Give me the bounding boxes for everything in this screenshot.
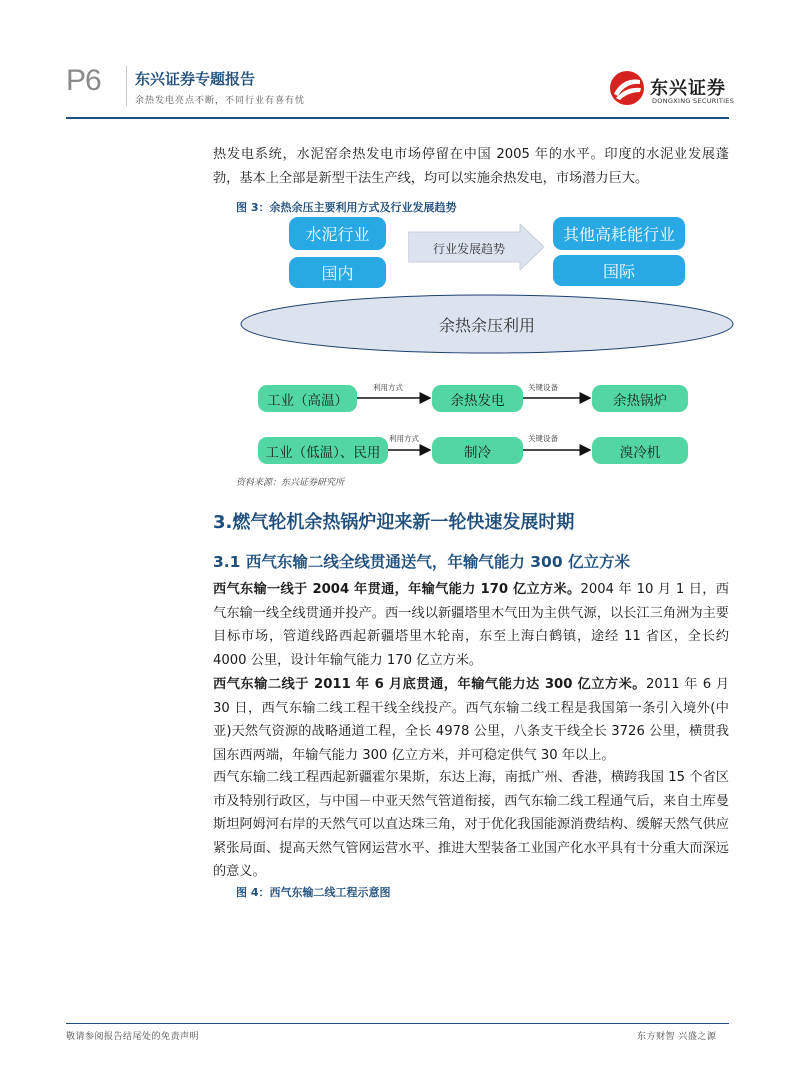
page-number: P6 [66,64,101,97]
paragraph-1-lead: 西气东输一线于 2004 年贯通，年输气能力 170 亿立方米。 [213,582,581,597]
paragraph-3 [213,766,729,884]
arrow-label-equipment-1: 关键设备 [528,383,558,392]
section-heading: 3.燃气轮机余热锅炉迎来新一轮快速发展时期 [213,512,575,533]
subsection-heading: 3.1 西气东输二线全线贯通送气，年输气能力 300 亿立方米 [213,553,631,571]
footer-slogan: 东方财智 兴盛之源 [637,1032,717,1042]
arrow-label-usage-1: 利用方式 [373,383,403,392]
paragraph-1 [213,578,729,672]
header-rule [66,117,729,119]
logo-text: 东兴证券 [650,78,726,99]
report-subtitle: 余热发电亮点不断，不同行业有喜有忧 [135,96,306,106]
domestic-box: 国内 [289,257,386,288]
arrow-label-equipment-2: 关键设备 [528,434,558,443]
paragraph-2-text: 2011 年 6 月 30 日，西气东输二线工程干线全线投产。西气东输二线工程是我国第一条引入境外(中亚)天然气资源的战略通道工程，全长 4978 公里，八条支干线全长 3726 公里，横贯我国东西两端，年输气能力 300 亿立方米，并可稳定供气 30 年以上。 [213,677,730,763]
cement-industry-box: 水泥行业 [289,217,386,250]
paragraph-2-lead: 西气东输二线于 2011 年 6 月底贯通，年输气能力达 300 亿立方米。 [213,677,647,692]
refrigeration-box: 制冷 [432,437,523,464]
arrow-label-usage-2: 利用方式 [389,434,419,443]
lithium-bromide-chiller-box: 溴冷机 [592,437,688,464]
figure3-source: 资料来源：东兴证券研究所 [236,478,345,488]
logo-english-text: DONGXING SECURITIES [652,97,735,105]
intro-paragraph: 热发电系统，水泥窑余热发电市场停留在中国 2005 年的水平。印度的水泥业发展蓬勃，基本上全部是新型干法生产线，均可以实施余热发电，市场潜力巨大。 [213,147,729,186]
paragraph-1-text: 2004 年 10 月 1 日，西气东输一线全线贯通并投产。西一线以新疆塔里木气田为主供气源，以长江三角洲为主要目标市场，管道线路西起新疆塔里木轮南，东至上海白鹤镇，途经 11 省区，全长约 4000 公里，设计年输气能力 170 亿立方米。 [213,582,729,668]
international-box: 国际 [553,255,685,286]
report-title: 东兴证券专题报告 [135,70,256,88]
paragraph-3-text: 西气东输二线工程西起新疆霍尔果斯，东达上海，南抵广州、香港，横跨我国 15 个省区市及特别行政区，与中国－中亚天然气管道衔接，西气东输二线工程通气后，来自土库曼斯坦阿姆河右岸的天然气可以直达珠三角，对于优化我国能源消费结构、缓解天然气供应紧张局面、提高天然气管网运营水平、推进大型装备工业国产化水平具有十分重大而深远的意义。 [213,770,729,879]
low-temp-industry-box: 工业（低温）、民用 [258,437,388,464]
header-divider [126,66,127,106]
footer-disclaimer: 敬请参阅报告结尾处的免责声明 [66,1032,200,1042]
high-temp-industry-box: 工业（高温） [258,385,357,412]
other-industries-box: 其他高耗能行业 [553,217,685,250]
figure3-caption: 图 3：余热余压主要利用方式及行业发展趋势 [236,201,457,214]
waste-heat-power-box: 余热发电 [432,385,523,412]
base-ellipse-label: 余热余压利用 [438,316,535,335]
paragraph-2 [213,673,729,767]
waste-heat-boiler-box: 余热锅炉 [592,385,688,412]
figure4-caption: 图 4：西气东输二线工程示意图 [236,886,391,899]
trend-label: 行业发展趋势 [432,242,505,256]
footer-rule [66,1023,729,1024]
